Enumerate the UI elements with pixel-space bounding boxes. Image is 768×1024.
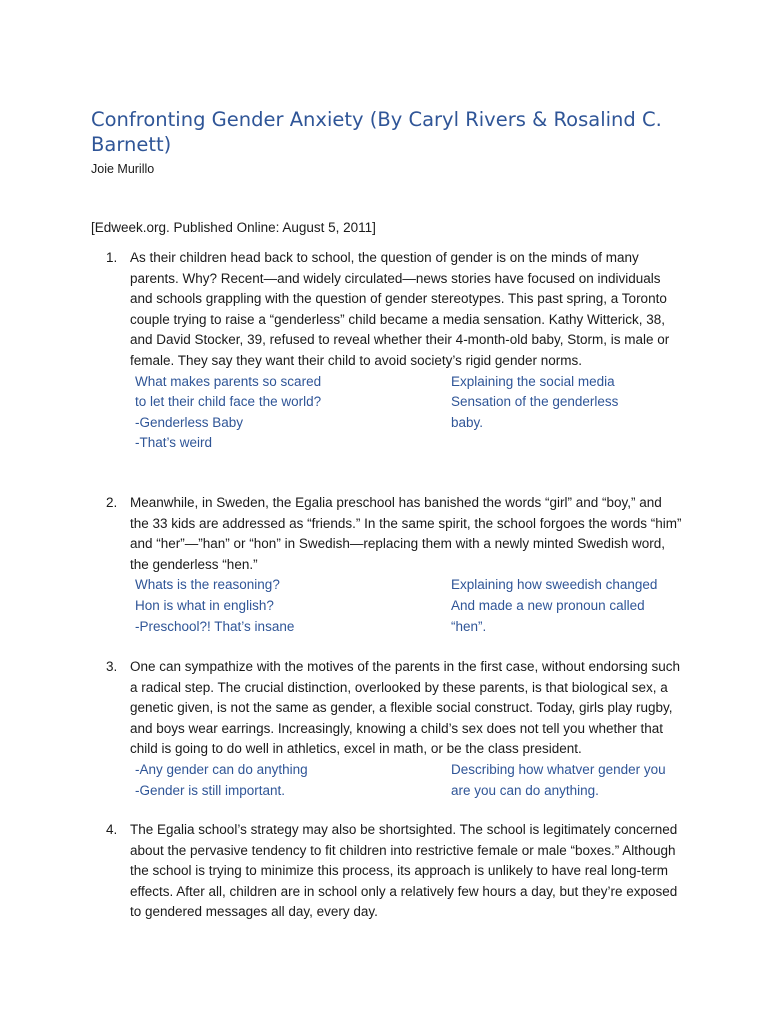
item-paragraph: As their children head back to school, the question of gender is on the minds of many parents. Why? Recent—and widely circulated—news stories have focused on individuals and schools grappling with the question of gender stereotypes. This past spring, a Toronto couple trying to raise a “genderless” child became a media sensation. Kathy Witterick, 38, and David Stocker, 39, refused to reveal whether their 4-month-old baby, Storm, is male or female. They say they want their child to avoid society’s rigid gender norms. bbox=[130, 250, 670, 368]
item-number: 2. bbox=[106, 495, 118, 510]
annotation-notes bbox=[135, 372, 691, 452]
annotation-right bbox=[451, 575, 657, 637]
list-item bbox=[91, 493, 691, 655]
annotation-line: -Preschool?! That’s insane bbox=[135, 618, 295, 634]
item-paragraph: Meanwhile, in Sweden, the Egalia preschool has banished the words “girl” and “boy,” and the 33 kids are addressed as “friends.” In the same spirit, the school forgoes the words “him” and “her”—”han” or “hon” in Swedish—replacing them with a newly minted Swedish word, the genderless “hen.” bbox=[130, 495, 682, 572]
list-item bbox=[91, 248, 691, 452]
item-number: 4. bbox=[106, 822, 118, 837]
item-paragraph: The Egalia school’s strategy may also be shortsighted. The school is legitimately concerned about the pervasive tendency to fit children into restrictive female or male “boxes.” Although the school is trying to minimize this process, its approach is unlikely to have real long-term effects. After all, children are in school only a relatively few hours a day, but they’re exposed to gendered messages all day, every day. bbox=[130, 822, 678, 920]
annotation-line: are you can do anything. bbox=[451, 782, 599, 798]
annotation-line: Hon is what in english? bbox=[135, 597, 274, 613]
annotation-line: Describing how whatver gender you bbox=[451, 761, 666, 777]
annotation-line: Whats is the reasoning? bbox=[135, 577, 280, 593]
author-name: Joie Murillo bbox=[91, 162, 155, 176]
item-number: 1. bbox=[106, 250, 118, 265]
annotation-line: And made a new pronoun called bbox=[451, 597, 645, 613]
annotation-right bbox=[451, 760, 666, 801]
annotation-line: -That’s weird bbox=[135, 435, 213, 451]
annotation-right bbox=[451, 372, 618, 434]
annotation-line: to let their child face the world? bbox=[135, 394, 322, 410]
annotation-left bbox=[135, 372, 321, 454]
annotation-line: Explaining the social media bbox=[451, 373, 615, 389]
item-paragraph: One can sympathize with the motives of the parents in the first case, without endorsing such a radical step. The crucial distinction, overlooked by these parents, is that biological sex, a genetic given, is not the same as gender, a flexible social construct. Today, girls play rugby, and boys wear earrings. Increasingly, knowing a child’s sex does not tell you whether that child is going to do well in athletics, excel in math, or be the class president. bbox=[130, 659, 681, 757]
annotation-left bbox=[135, 575, 294, 637]
annotation-line: What makes parents so scared bbox=[135, 373, 322, 389]
annotation-line: -Any gender can do anything bbox=[135, 761, 308, 777]
source-citation: [Edweek.org. Published Online: August 5, 2011] bbox=[91, 220, 376, 235]
annotation-line: Explaining how sweedish changed bbox=[451, 577, 658, 593]
annotation-line: baby. bbox=[451, 414, 484, 430]
list-item bbox=[91, 820, 691, 923]
annotation-line: Sensation of the genderless bbox=[451, 394, 619, 410]
annotation-line: “hen”. bbox=[451, 618, 487, 634]
document-title: Confronting Gender Anxiety (By Caryl Rivers & Rosalind C. Barnett) bbox=[91, 108, 662, 156]
annotation-line: -Genderless Baby bbox=[135, 414, 244, 430]
annotation-left bbox=[135, 760, 308, 801]
annotation-line: -Gender is still important. bbox=[135, 782, 286, 798]
item-number: 3. bbox=[106, 659, 118, 674]
annotation-notes bbox=[135, 575, 691, 655]
list-item bbox=[91, 657, 691, 840]
